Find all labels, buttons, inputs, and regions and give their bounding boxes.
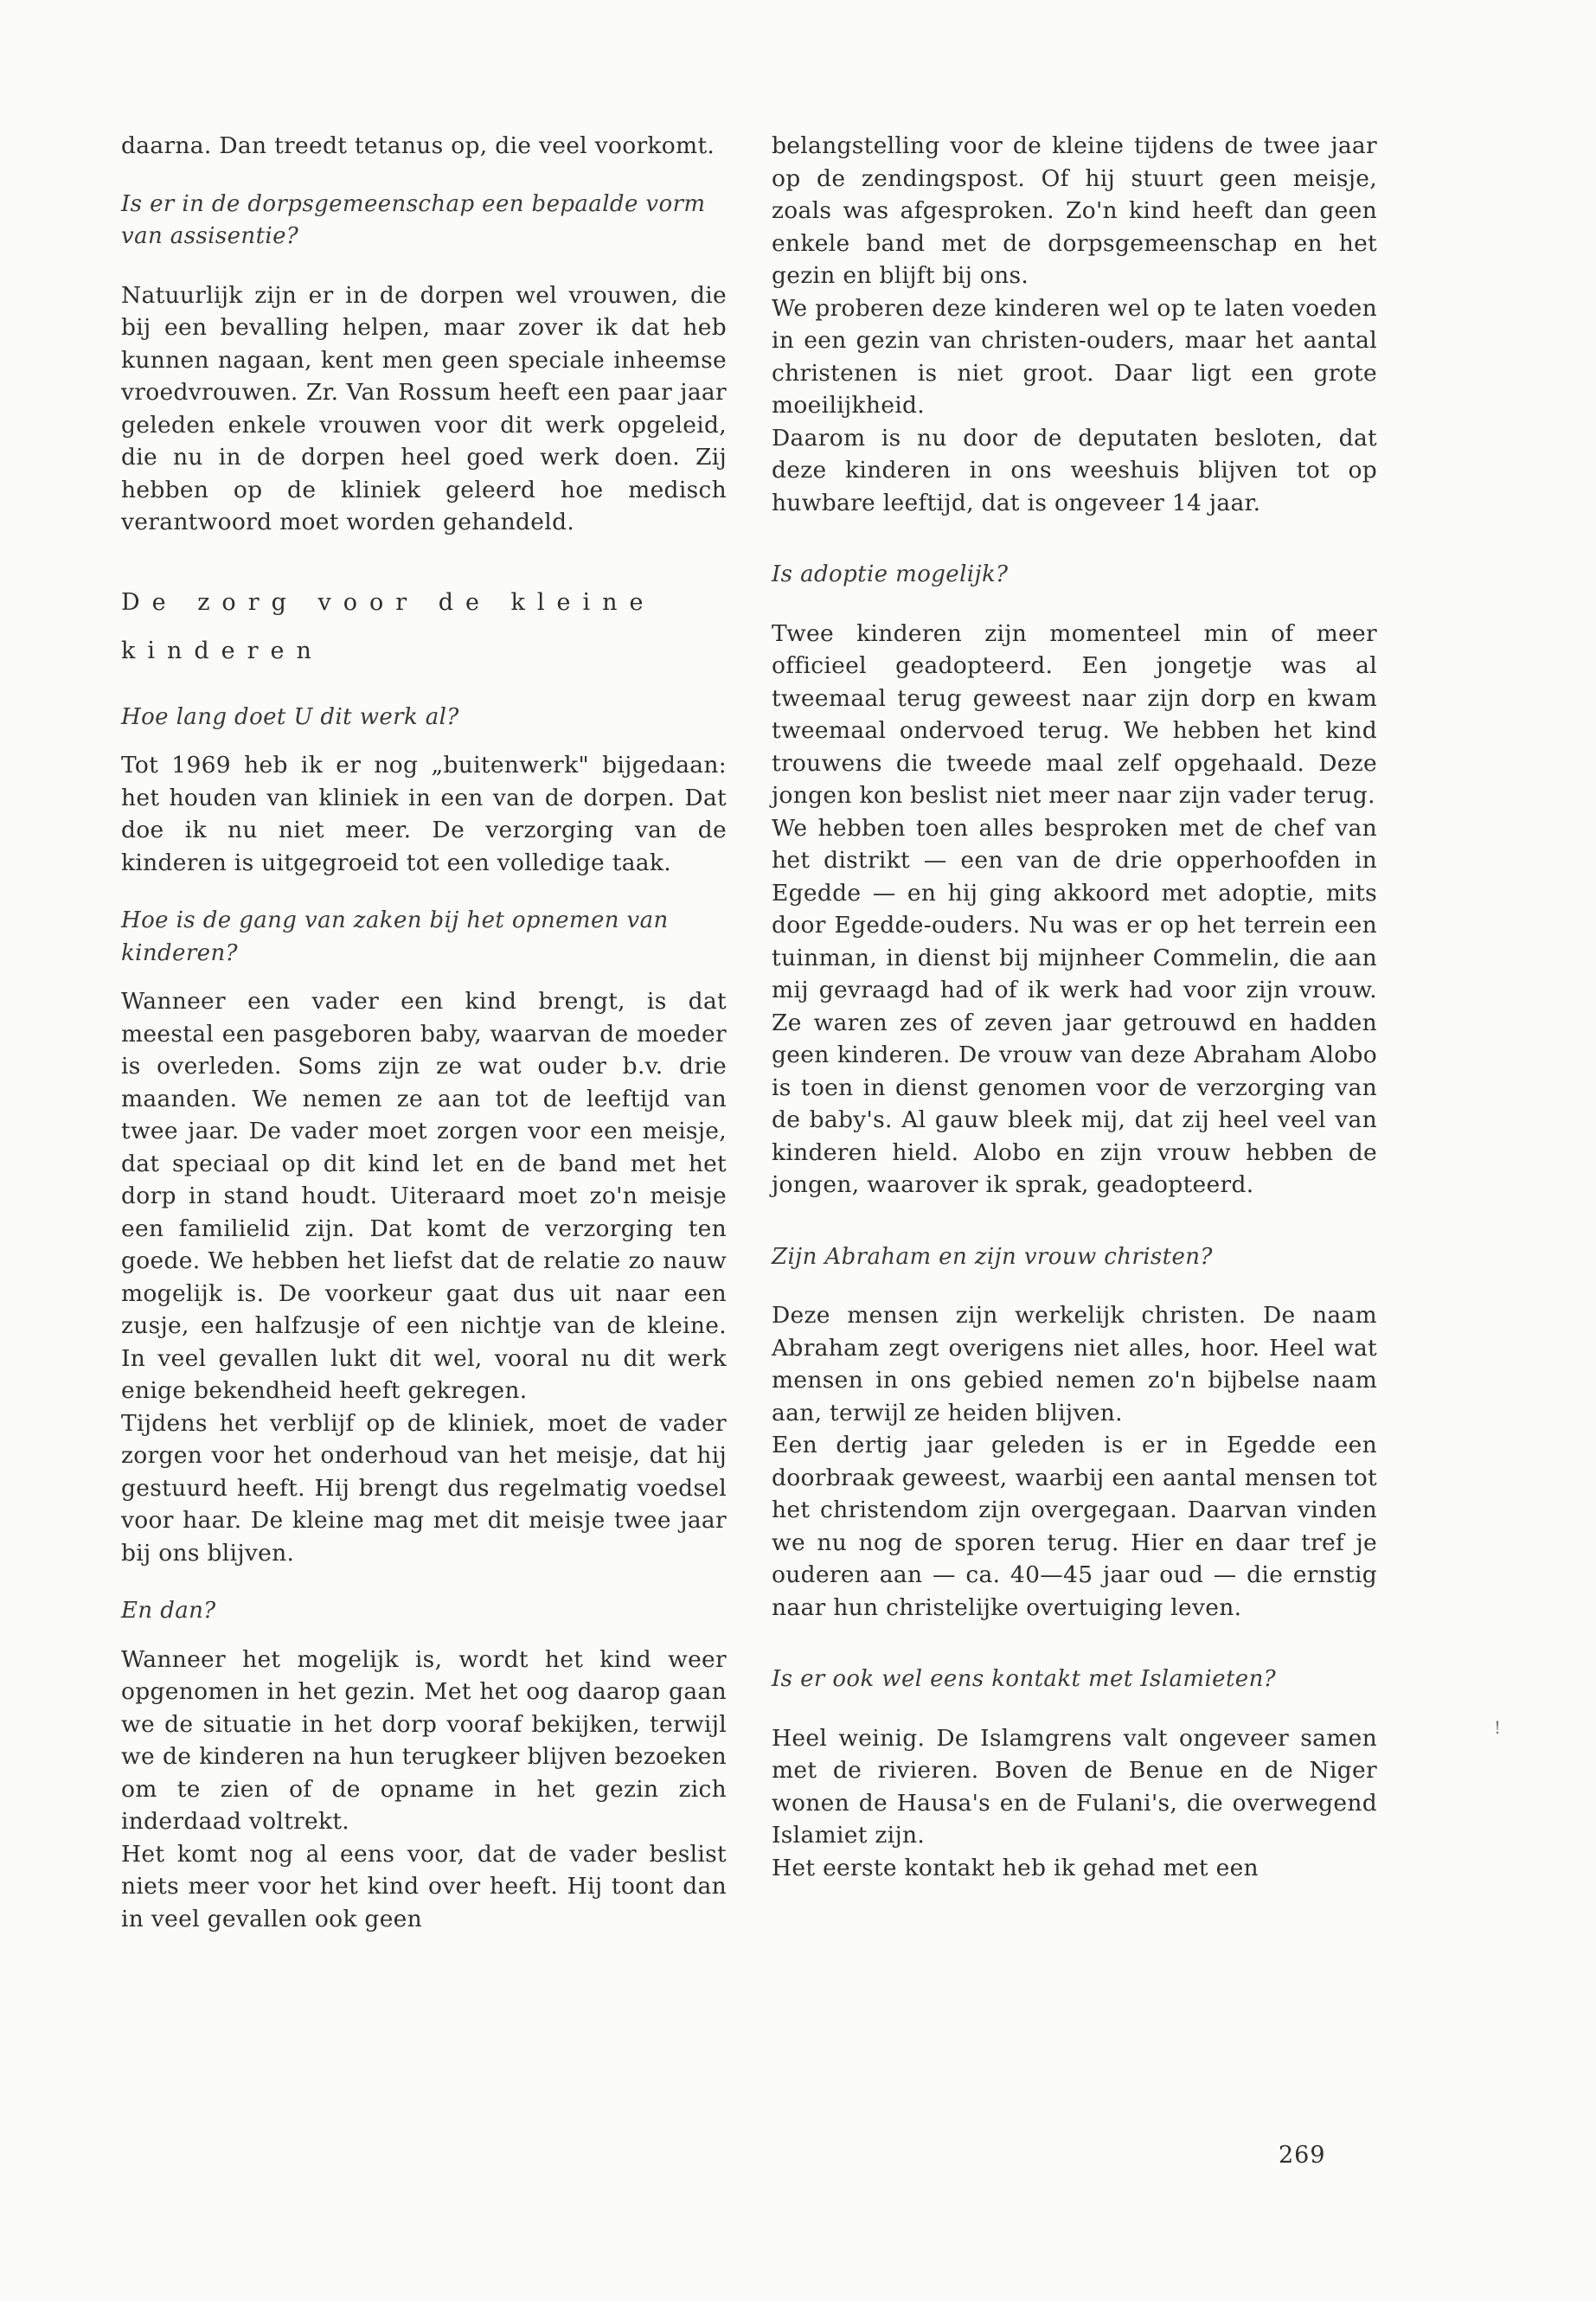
paragraph: Het eerste kontakt heb ik gehad met een bbox=[772, 1854, 1259, 1881]
section-heading-line-2: kinderen bbox=[121, 637, 324, 664]
paragraph: Het komt nog al eens voor, dat de vader beslist niets meer voor het kind over heeft. Hij toont dan in veel gevallen ook geen bbox=[121, 1840, 727, 1932]
interview-question: Hoe is de gang van zaken bij het opnemen van kinderen? bbox=[121, 907, 669, 966]
left-column bbox=[121, 130, 727, 1935]
page-number: 269 bbox=[1279, 2142, 1326, 2169]
paragraph: We proberen deze kinderen wel op te laten voeden in een gezin van christen-ouders, maar het aantal christenen is niet groot. Daar ligt een grote moeilijkheid. bbox=[772, 294, 1377, 419]
interview-question: Is adoptie mogelijk? bbox=[772, 561, 1009, 587]
paragraph: Wanneer het mogelijk is, wordt het kind weer opgenomen in het gezin. Met het oog daarop gaan we de situatie in het dorp vooraf bekijken, terwijl we de kinderen na hun terugkeer blijven bezoeken om te zien of de opname in het gezin zich inderdaad voltrekt. bbox=[121, 1645, 727, 1835]
section-heading-line-1: De zorg voor de kleine bbox=[121, 588, 656, 616]
paragraph: Twee kinderen zijn momenteel min of meer officieel geadopteerd. Een jongetje was al tweemaal terug geweest naar zijn dorp en kwam tweemaal ondervoed terug. We hebben het kind trouwens die tweede maal zelf opgehaald. Deze jongen kon beslist niet meer naar zijn vader terug. bbox=[772, 619, 1377, 809]
interview-question: Hoe lang doet U dit werk al? bbox=[121, 703, 459, 730]
paragraph: Deze mensen zijn werkelijk christen. De naam Abraham zegt overigens niet alles, hoor. Heel wat mensen in ons gebied nemen zo'n bijbelse naam aan, terwijl ze heiden blijven. bbox=[772, 1302, 1377, 1426]
interview-question: Is er in de dorpsgemeenschap een bepaalde vorm van assisentie? bbox=[121, 190, 706, 249]
paragraph: belangstelling voor de kleine tijdens de twee jaar op de zendingspost. Of hij stuurt geen meisje, zoals was afgesproken. Zo'n kind heeft dan geen enkele band met de dorpsgemeenschap en het gezin en blijft bij ons. bbox=[772, 132, 1377, 289]
paragraph: Heel weinig. De Islamgrens valt ongeveer samen met de rivieren. Boven de Benue en de Niger wonen de Hausa's en de Fulani's, die overwegend Islamiet zijn. bbox=[772, 1724, 1377, 1849]
paragraph: Wanneer een vader een kind brengt, is dat meestal een pasgeboren baby, waarvan de moeder is overleden. Soms zijn ze wat ouder b.v. drie maanden. We nemen ze aan tot de leeftijd van twee jaar. De vader moet zorgen voor een meisje, dat speciaal op dit kind let en de band met het dorp in stand houdt. Uiteraard moet zo'n meisje een familielid zijn. Dat komt de verzorging ten goede. We hebben het liefst dat de relatie zo nauw mogelijk is. De voorkeur gaat dus uit naar een zusje, een halfzusje of een nichtje van de kleine. In veel gevallen lukt dit wel, vooral nu dit werk enige bekendheid heeft gekregen. bbox=[121, 988, 727, 1404]
paragraph: Daarom is nu door de deputaten besloten, dat deze kinderen in ons weeshuis blijven tot op huwbare leeftijd, dat is ongeveer 14 jaar. bbox=[772, 424, 1377, 516]
paragraph: daarna. Dan treedt tetanus op, die veel voorkomt. bbox=[121, 132, 715, 159]
paragraph: Een dertig jaar geleden is er in Egedde een doorbraak geweest, waarbij een aantal mensen tot het christendom zijn overgegaan. Daarvan vinden we nu nog de sporen terug. Hier en daar tref je ouderen aan — ca. 40—45 jaar oud — die ernstig naar hun christelijke overtuiging leven. bbox=[772, 1432, 1377, 1621]
paragraph: Tijdens het verblijf op de kliniek, moet de vader zorgen voor het onderhoud van het meisje, dat hij gestuurd heeft. Hij brengt dus regelmatig voedsel voor haar. De kleine mag met dit meisje twee jaar bij ons blijven. bbox=[121, 1409, 727, 1567]
paragraph: We hebben toen alles besproken met de chef van het distrikt — een van de drie opperhoofden in Egedde — en hij ging akkoord met adoptie, mits door Egedde-ouders. Nu was er op het terrein een tuinman, in dienst bij mijnheer Commelin, die aan mij gevraagd had of ik werk had voor zijn vrouw. Ze waren zes of zeven jaar getrouwd en hadden geen kinderen. De vrouw van deze Abraham Alobo is toen in dienst genomen voor de verzorging van de baby's. Al gauw bleek mij, dat zij heel veel van kinderen hield. Alobo en zijn vrouw hebben de jongen, waarover ik sprak, geadopteerd. bbox=[772, 814, 1377, 1198]
interview-question: En dan? bbox=[121, 1598, 216, 1624]
interview-question: Zijn Abraham en zijn vrouw christen? bbox=[772, 1243, 1213, 1270]
paragraph: Tot 1969 heb ik er nog „buitenwerk" bijgedaan: het houden van kliniek in een van de dorpen. Dat doe ik nu niet meer. De verzorging van de kinderen is uitgegroeid tot een volledige taak. bbox=[121, 752, 727, 876]
paragraph: Natuurlijk zijn er in de dorpen wel vrouwen, die bij een bevalling helpen, maar zover ik dat heb kunnen nagaan, kent men geen speciale inheemse vroedvrouwen. Zr. Van Rossum heeft een paar jaar geleden enkele vrouwen voor dit werk opgeleid, die nu in de dorpen heel goed werk doen. Zij hebben op de kliniek geleerd hoe medisch verantwoord moet worden gehandeld. bbox=[121, 281, 727, 535]
interview-question: Is er ook wel eens kontakt met Islamieten? bbox=[772, 1666, 1277, 1692]
margin-mark: ! bbox=[1494, 1717, 1502, 1738]
right-column bbox=[772, 130, 1377, 1884]
